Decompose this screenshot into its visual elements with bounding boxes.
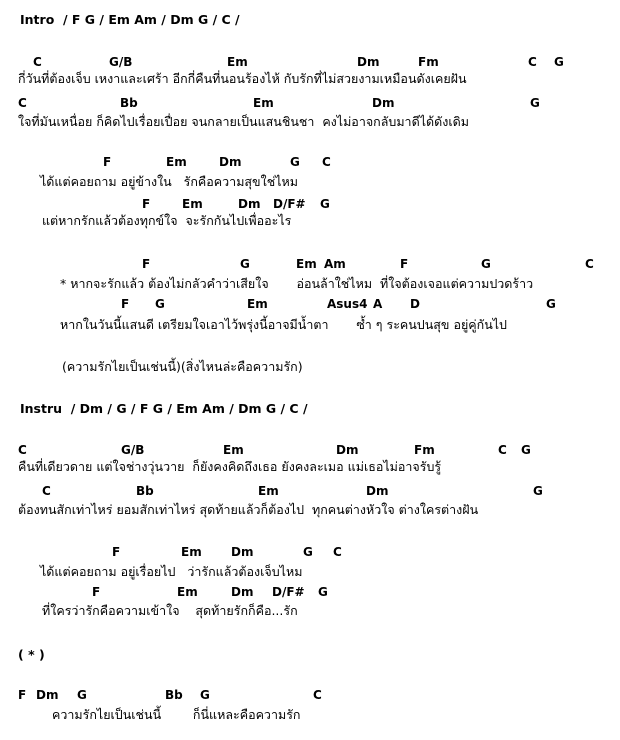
chord: D/F# [273,197,306,211]
chord: Em [182,197,203,211]
chord: F [103,155,112,169]
chord: Bb [136,484,154,498]
chord: F [18,688,27,702]
chord: G [200,688,210,702]
chord: F [112,545,121,559]
chord: Em [253,96,274,110]
chord: C [585,257,594,271]
chord: Fm [418,55,439,69]
prechorus2-line1-lyric: ได้แต่คอยถาม อยู่เรื่อยไป ว่ารักแล้วต้องเจ็บไหม [40,564,303,579]
chord: F [400,257,409,271]
chord: Em [177,585,198,599]
chord: Dm [366,484,389,498]
chord: G [155,297,165,311]
chord: Em [258,484,279,498]
chorus-line3-lyric: (ความรักไยเป็นเช่นนี้)(สิ่งไหนล่ะคือความรัก) [62,359,303,374]
chord: G [318,585,328,599]
verse1-line2-lyric: ใจที่มันเหนื่อย ก็คิดไปเรื่อยเปื่อย จนกลายเป็นแสนชินชา คงไม่อาจกลับมาดีได้ดังเดิม [18,114,469,129]
prechorus2-line2-lyric: ที่ใครว่ารักคือความเข้าใจ สุดท้ายรักก็คือ...รัก [42,603,298,618]
chord: G [521,443,531,457]
chord: Dm [372,96,395,110]
chorus-line1-lyric: * หากจะรักแล้ว ต้องไม่กลัวคำว่าเสียใจ อ่อนล้าใช่ไหม ที่ใจต้องเจอแต่ความปวดร้าว [60,276,534,291]
chord: C [313,688,322,702]
prechorus1-line1-lyric: ได้แต่คอยถาม อยู่ข้างใน รักคือความสุขใช่ไหม [40,174,298,189]
chord: G [240,257,250,271]
chord: Em [181,545,202,559]
chord: D/F# [272,585,305,599]
chord: G/B [109,55,133,69]
chord: C [333,545,342,559]
instru-line: Instru / Dm / G / F G / Em Am / Dm G / C / [20,401,308,416]
prechorus1-line2-lyric: แต่หากรักแล้วต้องทุกข์ใจ จะรักกันไปเพื่ออะไร [42,213,292,228]
chord: C [33,55,42,69]
chord: F [121,297,130,311]
chord: Dm [357,55,380,69]
chord: F [142,257,151,271]
chord: Dm [36,688,59,702]
outro-lyric: ความรักไยเป็นเช่นนี้ ก็นี่แหละคือความรัก [52,707,301,722]
verse2-line1-lyric: คืนที่เดียวดาย แต่ใจช่างวุ่นวาย ก็ยังคงคิดถึงเธอ ยังคงละเมอ แม่เธอไม่อาจรับรู้ [18,459,442,474]
chord: Dm [231,545,254,559]
chord: C [18,443,27,457]
verse2-line2-lyric: ต้องทนสักเท่าไหร่ ยอมสักเท่าไหร่ สุดท้ายแล้วก็ต้องไป ทุกคนต่างหัวใจ ต่างใครต่างฝัน [18,502,479,517]
intro-line: Intro / F G / Em Am / Dm G / C / [20,12,240,27]
chord: G [320,197,330,211]
chord: A [373,297,383,311]
chord: C [18,96,27,110]
chord: C [528,55,537,69]
chord: C [322,155,331,169]
chord: Em [296,257,317,271]
chord: G [554,55,564,69]
chord: Bb [120,96,138,110]
verse1-line1-lyric: กี่วันที่ต้องเจ็บ เหงาและเศร้า อีกกี่คืนที่นอนร้องไห้ กับรักที่ไม่สวยงามเหมือนดังเคยฝัน [18,71,467,86]
repeat-marker: ( * ) [18,647,45,662]
chord: Dm [231,585,254,599]
chorus-line2-lyric: หากในวันนี้แสนดี เตรียมใจเอาไว้พรุ่งนี้อาจมีน้ำตา ซ้ำ ๆ ระคนปนสุข อยู่คู่กันไป [60,317,507,332]
chord: G [533,484,543,498]
chord: Em [227,55,248,69]
chord: G [303,545,313,559]
chord: G/B [121,443,145,457]
chord: C [42,484,51,498]
chord: C [498,443,507,457]
chord: Em [223,443,244,457]
chord: G [481,257,491,271]
chord: Em [166,155,187,169]
chord: Dm [336,443,359,457]
chord: Em [247,297,268,311]
chord: G [530,96,540,110]
chord: F [142,197,151,211]
chord: G [290,155,300,169]
chord: G [546,297,556,311]
chord: D [410,297,420,311]
chord: Dm [238,197,261,211]
chord: Fm [414,443,435,457]
chord: Bb [165,688,183,702]
chord: Am [324,257,346,271]
chord: Asus4 [327,297,368,311]
chord: F [92,585,101,599]
chord: Dm [219,155,242,169]
chord: G [77,688,87,702]
